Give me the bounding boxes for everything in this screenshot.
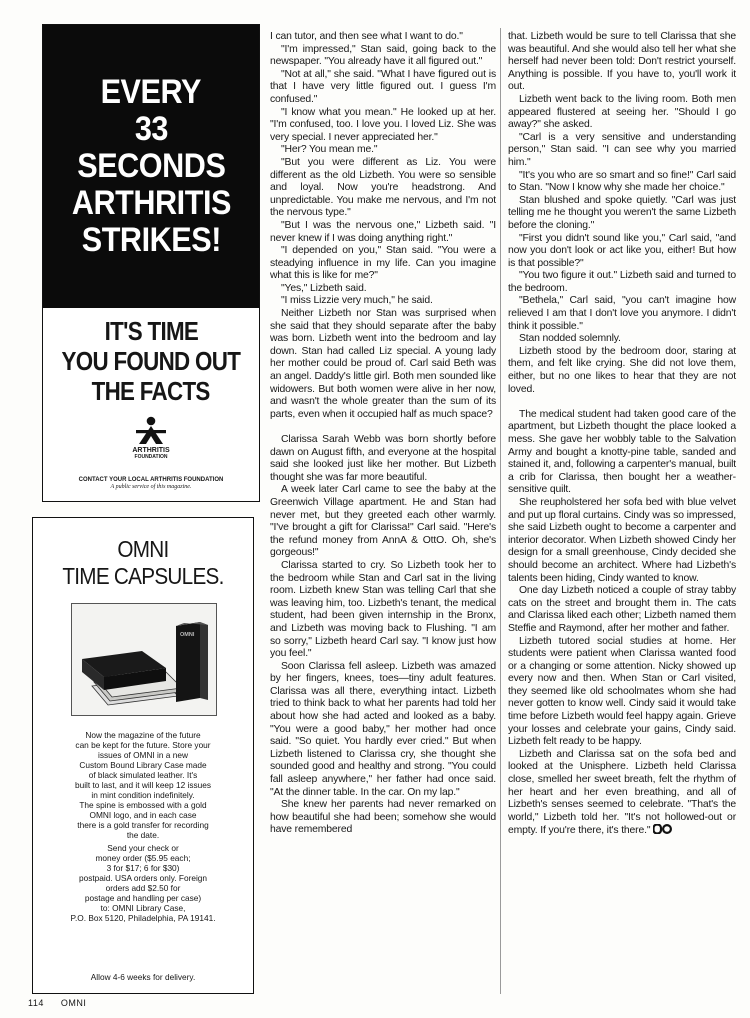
- story-paragraph: "Her? You mean me.": [281, 144, 378, 156]
- arthritis-ad: [42, 24, 260, 502]
- order-line: money order ($5.95 each;: [95, 853, 191, 863]
- case-spine-label: OMNI: [180, 632, 195, 638]
- omni-ad-description: [47, 730, 239, 840]
- story-paragraph: [508, 749, 736, 838]
- description-line: OMNI logo, and in each case: [89, 810, 197, 820]
- description-line: can be kept for the future. Store your: [75, 740, 211, 750]
- description-line: Now the magazine of the future: [85, 730, 201, 740]
- story-paragraph: "I depended on you," Stan said. "You were a steadying influence in my life. Can you imagine what this is like for me?": [270, 245, 496, 282]
- story-paragraph: One day Lizbeth noticed a couple of stray tabby cats on the street and brought them in. The cats and Clarissa liked each other; Lizbeth named them Steffie and Raymond, after her mother and father.: [508, 585, 736, 634]
- story-paragraph: "First you didn't sound like you," Carl said, "and now you don't look or act like you, either! But how is that possible?": [508, 232, 736, 269]
- headline-line: 33: [134, 110, 168, 148]
- story-paragraph: that. Lizbeth would be sure to tell Clarissa that she was beautiful. And she would also tell her what she herself had never been told: Don't restrict yourself. Anything is possible. If you have to, you'll work it out.: [508, 31, 736, 93]
- omni-ad-title: [44, 536, 242, 590]
- arthritis-ad-contact: [43, 477, 259, 491]
- library-case-photo: [71, 603, 217, 716]
- story-paragraph: "I'm impressed," Stan said, going back to the newspaper. "You already have it all figured out.": [270, 43, 496, 68]
- omni-ad-order-info: [43, 843, 243, 923]
- subhead-line: YOU FOUND OUT: [61, 346, 241, 376]
- delivery-note: Allow 4-6 weeks for delivery.: [90, 972, 196, 982]
- description-line: in mint condition indefinitely.: [91, 790, 195, 800]
- description-line: Custom Bound Library Case made: [79, 760, 207, 770]
- story-paragraph: Stan blushed and spoke quietly. "Carl was just telling me he thought you weren't the same Lizbeth before the cloning.": [508, 194, 736, 231]
- story-paragraph: "Bethela," Carl said, "you can't imagine how relieved I am that I don't love you anymore. I didn't think it possible.": [508, 295, 736, 332]
- story-paragraph: "I know what you mean." He looked up at her. "I'm confused, too. I love you. I loved Liz. She was very special. I never appreciated her.": [270, 106, 496, 143]
- story-paragraph: "Not at all," she said. "What I have figured out is that I have very little figured out. I guess I'm confused.": [270, 68, 496, 105]
- page-footer: [28, 998, 100, 1008]
- story-column-2: [508, 31, 736, 838]
- order-line: 3 for $17; 6 for $30): [106, 863, 180, 873]
- contact-text: CONTACT YOUR LOCAL ARTHRITIS FOUNDATION: [78, 477, 224, 483]
- title-line: TIME CAPSULES.: [62, 563, 224, 589]
- arthritis-foundation-icon: [134, 416, 168, 446]
- order-line: postpaid. USA orders only. Foreign: [78, 873, 208, 883]
- headline-line: ARTHRITIS: [71, 184, 231, 222]
- story-paragraph: Lizbeth tutored social studies at home. Her students were patient when Clarissa wanted food or a changing or some attention. Nicky showed up every now and then. When Stan or Carl visited, they seemed like old schoolmates whom she had never gotten to know well. Cindy said it would take time before Lizbeth would feel happy again. Grieve your losses and celebrate your gains, Cindy said. Lizbeth felt ready to be happy.: [508, 635, 736, 748]
- order-line: Send your check or: [107, 843, 179, 853]
- description-line: The spine is embossed with a gold: [79, 800, 207, 810]
- story-paragraph: A week later Carl came to see the baby at the Greenwich Village apartment. He and Stan had never met, but they greeted each other warmly. "I've brought a gift for Clarissa!" Carl said. "Here's the refund money from AnnA & OttO. Oh, she's gorgeous!": [270, 484, 496, 559]
- description-line: there is a gold transfer for recording: [77, 820, 209, 830]
- story-paragraph: Soon Clarissa fell asleep. Lizbeth was amazed by her fingers, knees, toes—tiny adult features. Clarissa was all there, everything intact. Lizbeth tried to think back to what her parents had told her about how she had acted and looked as a baby. "You were a good baby," her mother had once said. "So quiet. You hardly ever cried." But when Lizbeth listened to Clarissa cry, she thought she sounded good and healthy and strong. "You could fall asleep anywhere," her father had once said. "At the dinner table. In the car. On my lap.": [270, 660, 496, 798]
- story-paragraph: Neither Lizbeth nor Stan was surprised when she said that they should separate after the baby was born. Lizbeth went into the bedroom and lay down. Stan had called Liz special. A young lady her mother could be proud of. Carl said Beth was an angel. Daddy's little girl. Both men sounded like widowers. But both women were alive in her now, and wasn't the whole greater than the sum of its parts, even when it occupied half as much space?: [270, 308, 496, 420]
- description-line: the date.: [126, 830, 160, 840]
- story-paragraph: I can tutor, and then see what I want to do.": [270, 31, 463, 42]
- story-paragraph: "Yes," Lizbeth said.: [281, 282, 367, 294]
- order-line: postage and handling per case): [84, 893, 202, 903]
- arthritis-ad-subhead: [43, 308, 259, 460]
- story-paragraph: She knew her parents had never remarked on how beautiful she had been; somehow she would have remembered: [270, 799, 496, 836]
- omni-time-capsules-ad: [32, 517, 254, 994]
- headline-line: STRIKES!: [81, 221, 221, 259]
- description-line: of black simulated leather. It's: [88, 770, 198, 780]
- story-paragraph: Clarissa started to cry. So Lizbeth took her to the bedroom while Stan and Carl sat in the living room. Lizbeth knew Stan was telling Carl that she was leaving him, too. Lizbeth's tenant, the medical student, had been given internship in the Bronx, and Lizbeth was moving back to Flushing. "I am so sorry," Lizbeth heard Carl say. "I know just how you feel.": [270, 559, 496, 660]
- end-of-story-icon: [653, 824, 672, 834]
- story-paragraph: "I miss Lizzie very much," he said.: [281, 295, 433, 307]
- order-line: P.O. Box 5120, Philadelphia, PA 19141.: [70, 913, 216, 923]
- subhead-line: IT'S TIME: [104, 316, 198, 346]
- story-paragraph-text: Lizbeth and Clarissa sat on the sofa bed and looked at the Unisphere. Lizbeth held Clarissa close, smelled her sweet breath, felt the rhythm of her heart and her even breathing, and all of Lizbeth's senses seemed to celebrate. "That's the world," Lizbeth told her. "It's not hollowed-out or empty. If you're there, it's there.": [508, 748, 736, 837]
- story-paragraph: Stan nodded solemnly.: [519, 333, 621, 345]
- logo-text: ARTHRITIS: [132, 447, 170, 454]
- page-number: 114: [28, 998, 44, 1008]
- headline-line: EVERY: [100, 73, 202, 111]
- story-paragraph: "Carl is a very sensitive and understanding person," Stan said. "I can see why you married him.": [508, 131, 736, 168]
- subhead-line: THE FACTS: [91, 376, 211, 406]
- story-paragraph: "But you were different as Liz. You were different as the old Lizbeth. You were so sensible and loyal. Now you're headstrong. And unpredictable. You make me nervous, and I'm not the nervous type.": [270, 156, 496, 219]
- logo-text: FOUNDATION: [134, 454, 168, 460]
- order-line: orders add $2.50 for: [105, 883, 181, 893]
- story-paragraph: She reupholstered her sofa bed with blue velvet and put up floral curtains. Cindy was so impressed, she said Lizbeth ought to become a carpenter and interior decorator. When Lizbeth showed Cindy her design for a small greenhouse, Cindy decided she should become an architect. Where had Lizbeth's talents been hiding, Cindy wanted to know.: [508, 496, 736, 584]
- story-column-1: [270, 31, 496, 837]
- description-line: built to last, and it will keep 12 issues: [74, 780, 212, 790]
- arthritis-foundation-logo: [132, 416, 169, 460]
- title-line: OMNI: [117, 536, 169, 562]
- story-paragraph: Lizbeth stood by the bedroom door, staring at them, and felt like crying. She did not love them, either, but no one likes to hear that they are not loved.: [508, 345, 736, 395]
- headline-line: SECONDS: [76, 147, 226, 185]
- story-paragraph: "But I was the nervous one," Lizbeth said. "I never knew if I was doing anything right.": [270, 219, 496, 244]
- library-case-illustration: [72, 604, 217, 716]
- magazine-name: OMNI: [60, 998, 87, 1008]
- story-paragraph: Lizbeth went back to the living room. Both men appeared flustered at seeing her. "Should I go away?" she asked.: [508, 93, 736, 131]
- arthritis-ad-headline: [43, 25, 259, 308]
- story-paragraph: Clarissa Sarah Webb was born shortly before dawn on August fifth, and everyone at the hospital said she looked just like her mother. But Lizbeth thought she was far more beautiful.: [270, 434, 496, 483]
- column-divider: [500, 28, 501, 994]
- story-paragraph: The medical student had taken good care of the apartment, but Lizbeth thought the place looked a mess. She gave her wobbly table to the Salvation Army and bought a knotty-pine table, sanded and stained it, and, following a carpenter's manual, built a crib for Clarissa, then bought her a weather-sensitive quilt.: [508, 408, 736, 496]
- story-paragraph: "You two figure it out." Lizbeth said and turned to the bedroom.: [508, 270, 736, 294]
- order-line: to: OMNI Library Case,: [100, 903, 186, 913]
- story-paragraph: "It's you who are so smart and so fine!" Carl said to Stan. "Now I know why she made her choice.": [508, 169, 736, 194]
- public-service-note: A public service of this magazine.: [110, 484, 192, 490]
- description-line: issues of OMNI in a new: [98, 750, 188, 760]
